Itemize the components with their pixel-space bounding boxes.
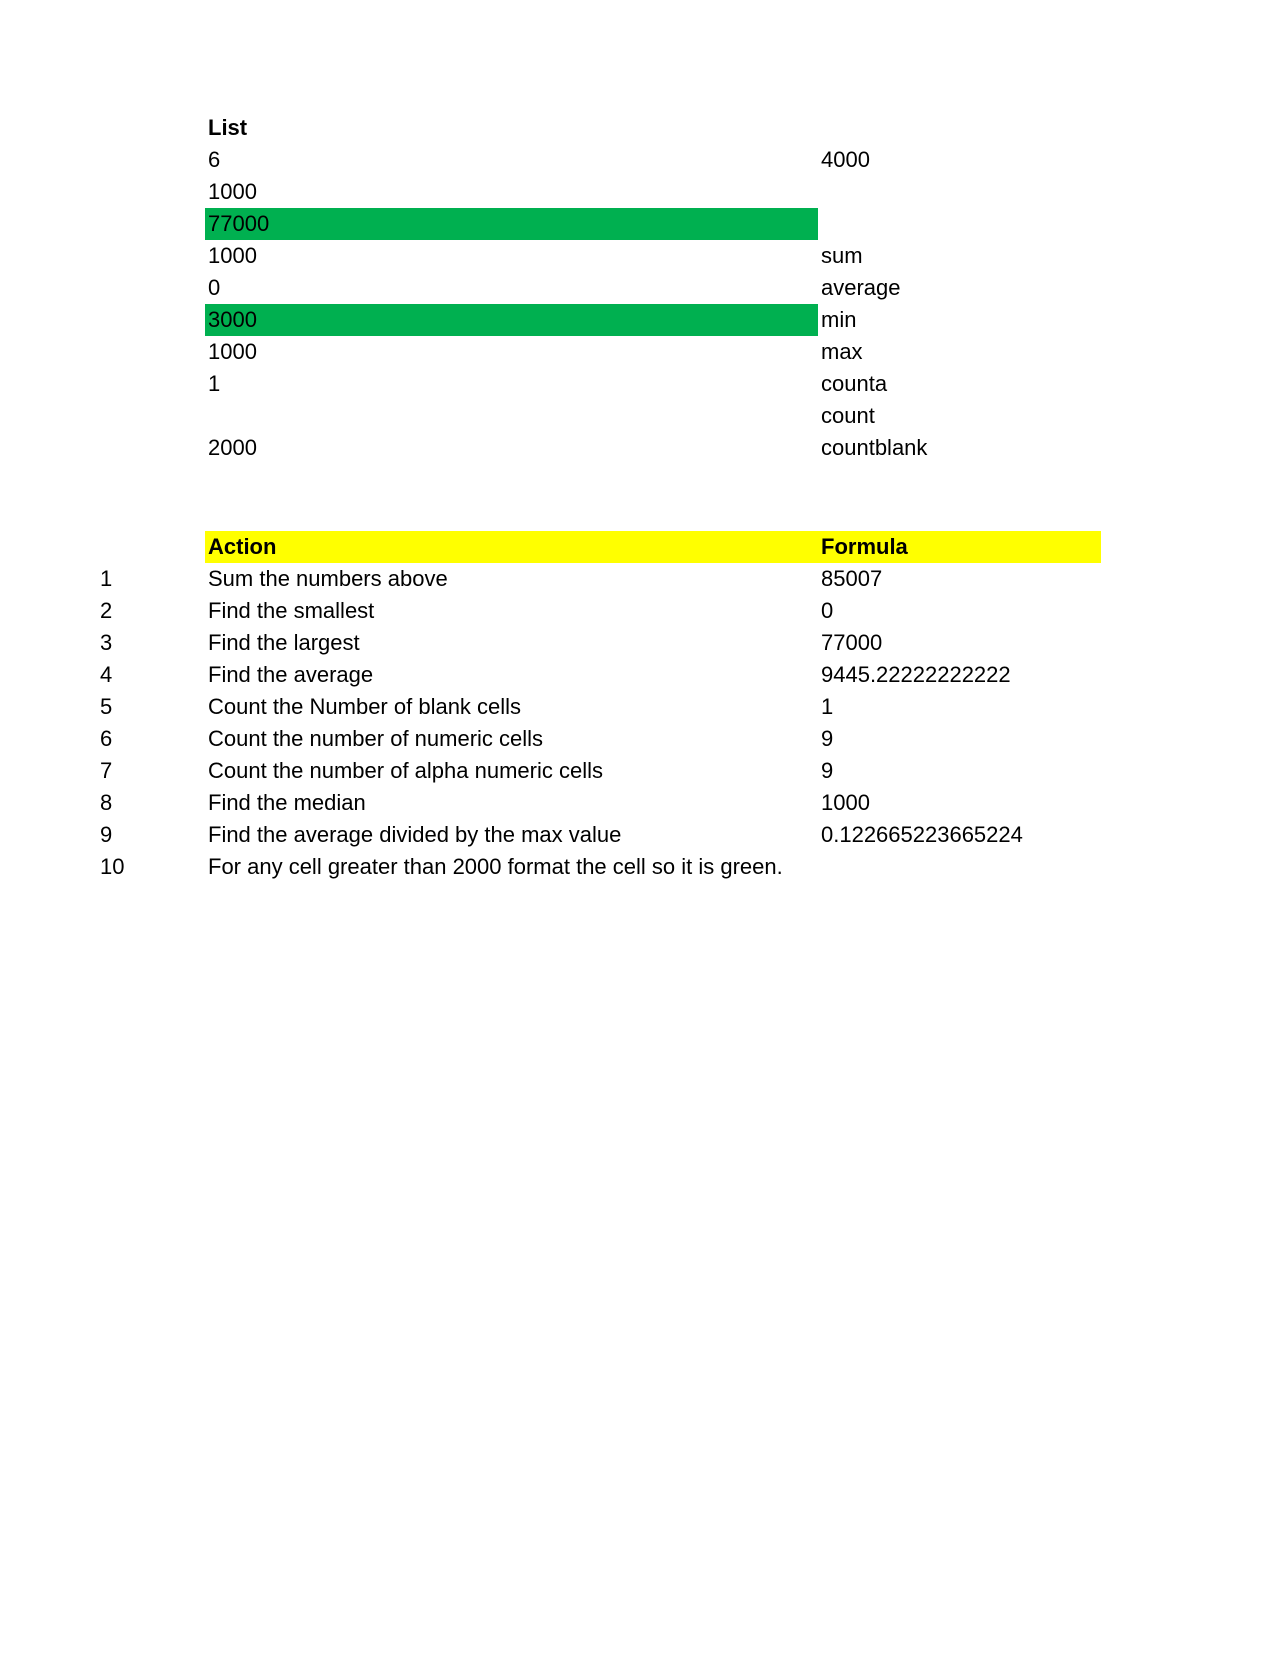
row-number[interactable]: 10 [100,854,125,879]
action-cell[interactable]: Count the Number of blank cells [208,694,522,719]
formula-cell[interactable]: 9 [821,758,834,783]
action-cell[interactable]: Find the average [208,662,374,687]
list-value-cell[interactable]: 1000 [208,179,257,204]
action-cell[interactable]: Find the smallest [208,598,375,623]
function-label-counta[interactable]: counta [821,371,888,396]
formula-cell[interactable]: 9 [821,726,834,751]
action-cell[interactable]: Count the number of alpha numeric cells [208,758,603,783]
list-value-cell[interactable]: 1000 [208,339,257,364]
function-label-min[interactable]: min [821,307,857,332]
row-number[interactable]: 9 [100,822,113,847]
action-cell[interactable]: Find the median [208,790,366,815]
formula-cell[interactable]: 1000 [821,790,870,815]
list-value-cell-highlighted[interactable]: 77000 [205,208,818,240]
row-number[interactable]: 5 [100,694,113,719]
list-value-cell[interactable]: 0 [208,275,221,300]
row-number[interactable]: 2 [100,598,113,623]
row-number[interactable]: 4 [100,662,113,687]
function-label-count[interactable]: count [821,403,875,428]
action-cell[interactable]: Find the average divided by the max value [208,822,622,847]
function-label-sum[interactable]: sum [821,243,863,268]
action-cell[interactable]: Find the largest [208,630,360,655]
list-value-cell-highlighted[interactable]: 3000 [205,304,818,336]
formula-cell[interactable]: 0.122665223665224 [821,822,1023,847]
formula-cell[interactable]: 9445.22222222222 [821,662,1011,687]
formula-header[interactable]: Formula [818,531,1101,563]
action-header[interactable]: Action [205,531,818,563]
formula-cell[interactable]: 85007 [821,566,883,591]
row-number[interactable]: 3 [100,630,113,655]
row-number[interactable]: 8 [100,790,113,815]
row-number[interactable]: 6 [100,726,113,751]
action-cell[interactable]: Sum the numbers above [208,566,448,591]
list-value-cell[interactable]: 6 [208,147,221,172]
list-header[interactable]: List [208,115,248,140]
formula-cell[interactable]: 0 [821,598,834,623]
list-value-cell[interactable]: 1 [208,371,221,396]
action-cell[interactable]: Count the number of numeric cells [208,726,544,751]
action-cell[interactable]: For any cell greater than 2000 format the cell so it is green. [208,854,783,879]
function-label-countblank[interactable]: countblank [821,435,928,460]
formula-cell[interactable]: 77000 [821,630,883,655]
row-number[interactable]: 7 [100,758,113,783]
list-value-cell-empty[interactable] [205,400,818,432]
formula-cell[interactable]: 1 [821,694,834,719]
list-value-cell[interactable]: 1000 [208,243,257,268]
row-number[interactable]: 1 [100,566,113,591]
side-value-cell[interactable]: 4000 [821,147,870,172]
function-label-average[interactable]: average [821,275,901,300]
list-value-cell[interactable]: 2000 [208,435,257,460]
function-label-max[interactable]: max [821,339,863,364]
